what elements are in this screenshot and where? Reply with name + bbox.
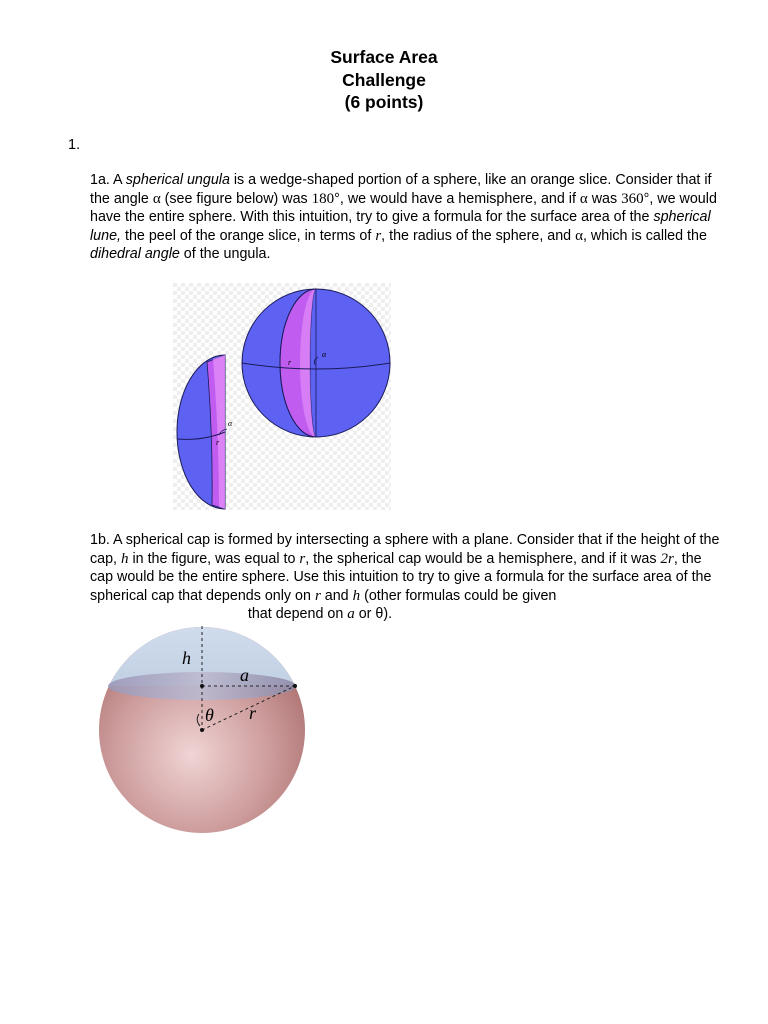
plane-center-point — [200, 684, 204, 688]
symbol-h: h — [352, 587, 361, 604]
text: ). — [383, 606, 393, 623]
label-alpha-large: α — [322, 350, 327, 359]
text: °, we would have a hemisphere, and if — [334, 190, 580, 207]
text: , the radius of the sphere, and — [381, 227, 576, 244]
title-line-1: Surface Area — [330, 47, 438, 67]
number-360: 360 — [621, 190, 644, 207]
plane-edge-point — [293, 684, 297, 688]
label-theta: θ — [205, 705, 214, 725]
part-1b-paragraph — [90, 531, 722, 624]
symbol-alpha: α — [575, 227, 583, 244]
text: 1a. A — [90, 172, 126, 188]
symbol-2r: 2r — [660, 550, 674, 567]
text: or — [354, 606, 376, 623]
question-number: 1. — [68, 137, 81, 153]
text: (see figure below) was — [160, 190, 312, 207]
spherical-cap-figure — [98, 624, 308, 836]
text: of the ungula. — [179, 246, 271, 263]
text: °, we would have the entire sphere. With this intuition, try to give a formula for the surface area of the — [90, 190, 717, 226]
part-1a-paragraph — [90, 171, 722, 264]
document-title — [0, 46, 768, 114]
symbol-alpha: α — [152, 190, 161, 207]
term-spherical-lune: spherical lune, — [90, 209, 711, 244]
term-spherical-ungula: spherical ungula — [125, 172, 230, 188]
spherical-lune-figure — [173, 283, 391, 510]
symbol-theta: θ — [375, 606, 384, 623]
label-alpha-small: α — [228, 419, 233, 428]
text: was — [587, 190, 622, 207]
text: the peel of the orange slice, in terms of — [121, 227, 376, 244]
symbol-h: h — [121, 550, 129, 567]
text: , the spherical cap would be a hemisphere, and if it was — [305, 550, 661, 567]
text: , the cap would be the entire sphere. Use this intuition to try to give a formula for the surface area of the spherical cap that depends only on — [90, 550, 712, 604]
text: is a wedge-shaped portion of a sphere, like an orange slice. Consider that if the angle — [90, 172, 712, 207]
text: in the figure, was equal to — [128, 550, 300, 567]
symbol-alpha: α — [579, 190, 588, 207]
title-line-2: Challenge — [342, 69, 426, 90]
text: , which is called the — [582, 227, 707, 244]
label-a: a — [240, 665, 249, 685]
centered-continuation — [90, 605, 550, 624]
text: (other formulas could be given — [360, 587, 557, 604]
title-line-3: (6 points) — [344, 92, 424, 112]
symbol-r: r — [299, 550, 306, 567]
text: that depend on — [247, 606, 348, 623]
label-r-large: r — [288, 358, 292, 367]
full-sphere — [242, 289, 390, 437]
spherical-cap-diagram — [98, 624, 308, 836]
number-180: 180 — [311, 190, 335, 207]
symbol-r: r — [375, 227, 382, 244]
text: 1b. A spherical cap is formed by intersecting a sphere with a plane. Consider that if the height of the cap, — [90, 532, 720, 567]
text: and — [320, 587, 353, 604]
symbol-a: a — [347, 606, 355, 623]
label-h: h — [182, 648, 191, 668]
spherical-lune-diagram — [173, 283, 391, 510]
symbol-r: r — [314, 587, 321, 604]
label-r-small: r — [216, 438, 220, 447]
sphere-center-point — [200, 728, 204, 732]
term-dihedral-angle: dihedral angle — [90, 246, 180, 263]
label-r: r — [249, 703, 257, 723]
